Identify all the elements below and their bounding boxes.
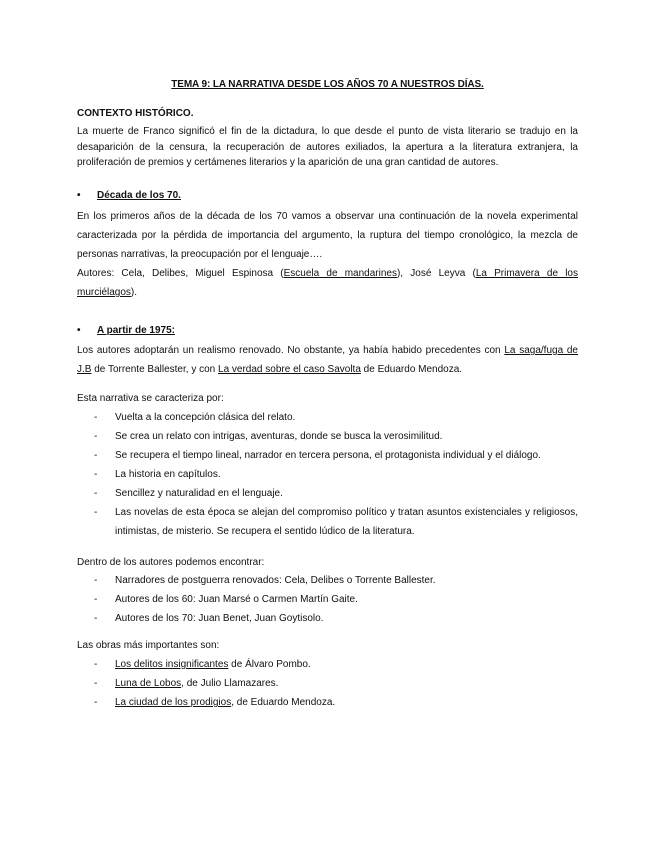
list-item (94, 503, 578, 541)
list-item-text: Autores de los 70: Juan Benet, Juan Goytisolo. (115, 613, 324, 624)
list-item (94, 609, 578, 628)
authors-text: ), José Leyva ( (396, 268, 476, 279)
dash-icon: - (94, 488, 98, 499)
section-1975-label: A partir de 1975: (97, 325, 175, 336)
work-verdad-savolta: La verdad sobre el caso Savolta (218, 364, 361, 375)
document-title: TEMA 9: LA NARRATIVA DESDE LOS AÑOS 70 A NUESTROS DÍAS. (171, 79, 484, 90)
list-item-text: Autores de los 60: Juan Marsé o Carmen Martín Gaite. (115, 594, 358, 605)
list-item (94, 465, 578, 484)
works-list (94, 655, 578, 712)
dash-icon: - (94, 450, 98, 461)
list-item-text: Vuelta a la concepción clásica del relato. (115, 412, 296, 423)
list-item-text: La historia en capítulos. (115, 469, 221, 480)
list-item (94, 446, 578, 465)
authors-text: Autores: Cela, Delibes, Miguel Espinosa ( (77, 268, 284, 279)
work-luna-de-lobos: Luna de Lobos (115, 678, 182, 689)
dash-icon: - (94, 575, 98, 586)
list-item (94, 674, 578, 693)
section-70s-label: Década de los 70. (97, 190, 181, 201)
list-item-text: Narradores de postguerra renovados: Cela, Delibes o Torrente Ballester. (115, 575, 436, 586)
intro-text: de Torrente Ballester, y con (91, 364, 219, 375)
list-item (94, 571, 578, 590)
section-70s-heading (77, 190, 181, 201)
list-item (94, 484, 578, 503)
work-saga-fuga: La saga/fuga de J.B (77, 345, 578, 375)
intro-text: de Eduardo Mendoza. (360, 364, 463, 375)
list-item-text: Se recupera el tiempo lineal, narrador en tercera persona, el protagonista individual y el diálogo. (115, 450, 541, 461)
dash-icon: - (94, 431, 98, 442)
work-author: de Álvaro Pombo. (228, 659, 311, 670)
bullet-icon: • (77, 325, 81, 336)
work-author: , de Eduardo Mendoza. (231, 697, 336, 708)
authors-text: ). (130, 287, 138, 298)
authors-list (94, 571, 578, 628)
dash-icon: - (94, 613, 98, 624)
list-item (94, 693, 578, 712)
characteristics-label: Esta narrativa se caracteriza por: (77, 393, 224, 404)
list-item (94, 427, 578, 446)
context-paragraph: La muerte de Franco significó el fin de la dictadura, lo que desde el punto de vista literario se tradujo en la desaparición de la censura, la recuperación de autores exiliados, la apertura a la literatura extranjera, la proliferación de premios y certámenes literarios y la aparición de una gran cantidad de autores. (77, 126, 578, 168)
dash-icon: - (94, 469, 98, 480)
dash-icon: - (94, 412, 98, 423)
list-item (94, 408, 578, 427)
section-1975-heading (77, 325, 175, 336)
context-heading: CONTEXTO HISTÓRICO. (77, 108, 194, 119)
intro-text: Los autores adoptarán un realismo renovado. No obstante, ya había habido precedentes con (77, 345, 505, 356)
bullet-icon: • (77, 190, 81, 201)
work-escuela-mandarines: Escuela de mandarines (283, 268, 397, 279)
dash-icon: - (94, 594, 98, 605)
dash-icon: - (94, 697, 98, 708)
list-item-text: Sencillez y naturalidad en el lenguaje. (115, 488, 283, 499)
list-item-text: Se crea un relato con intrigas, aventuras, donde se busca la verosimilitud. (115, 431, 443, 442)
list-item (94, 655, 578, 674)
work-ciudad-prodigios: La ciudad de los prodigios (115, 697, 232, 708)
authors-label: Dentro de los autores podemos encontrar: (77, 557, 265, 568)
section-70s-paragraph: En los primeros años de la década de los 70 vamos a observar una continuación de la novela experimental caracterizada por la pérdida de importancia del argumento, la ruptura del tiempo cronológico, la mezcla de personas narrativas, la preocupación por el lenguaje…. (77, 211, 578, 260)
dash-icon: - (94, 507, 98, 518)
characteristics-list (94, 408, 578, 541)
list-item (94, 590, 578, 609)
dash-icon: - (94, 659, 98, 670)
work-delitos-insignificantes: Los delitos insignificantes (115, 659, 229, 670)
works-label: Las obras más importantes son: (77, 640, 220, 651)
work-author: , de Julio Llamazares. (181, 678, 279, 689)
section-1975-intro (77, 341, 578, 379)
work-primavera-murcielagos: La Primavera de los murciélagos (77, 268, 578, 298)
section-70s-authors (77, 264, 578, 302)
dash-icon: - (94, 678, 98, 689)
list-item-text: Las novelas de esta época se alejan del compromiso político y tratan asuntos existenciales y religiosos, intimistas, de misterio. Se recupera el sentido lúdico de la literatura. (115, 507, 578, 537)
